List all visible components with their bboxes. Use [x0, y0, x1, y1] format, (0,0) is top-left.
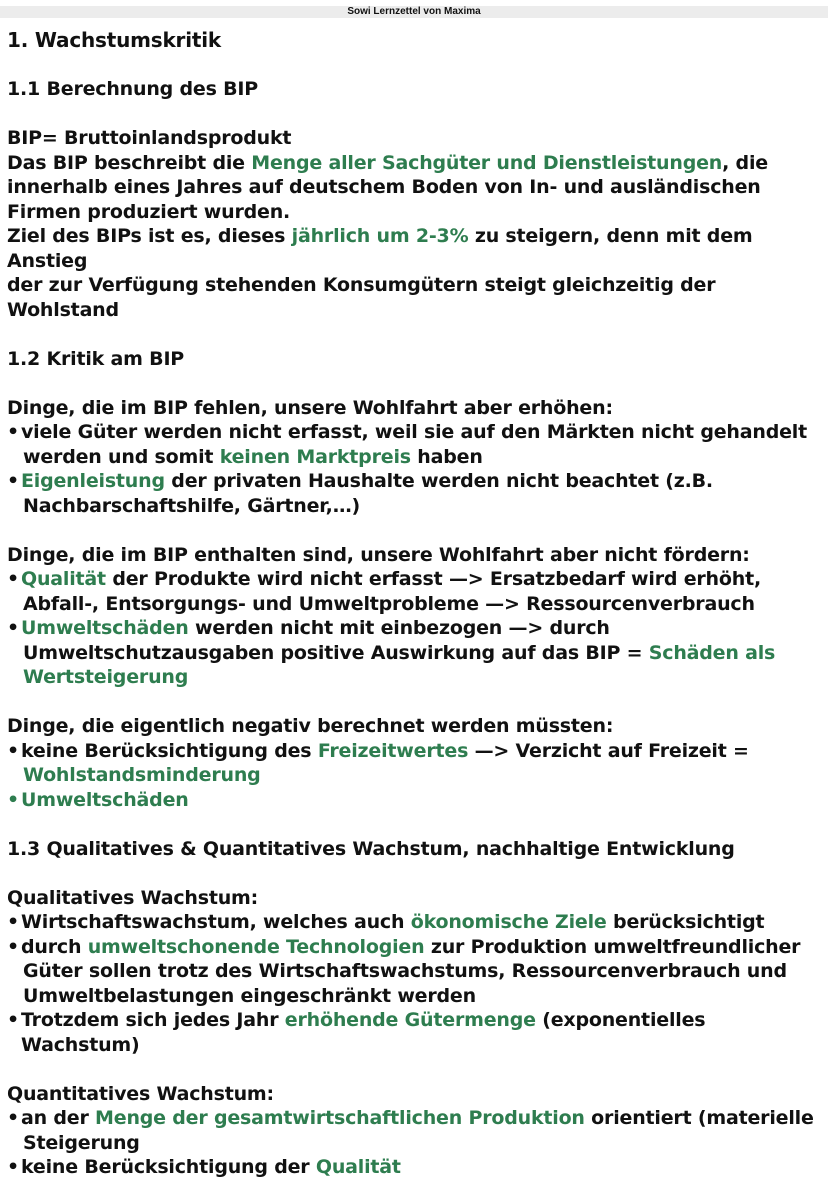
bullet-item: • viele Güter werden nicht erfasst, weil sie auf den Märkten nicht gehandelt	[7, 420, 825, 445]
bullet-item: • Wirtschaftswachstum, welches auch ökonomische Ziele berücksichtigt	[7, 910, 825, 935]
bullet-item: • Eigenleistung der privaten Haushalte werden nicht beachtet (z.B.	[7, 469, 825, 494]
paragraph-line: Das BIP beschreibt die Menge aller Sachgüter und Dienstleistungen, die	[7, 151, 768, 174]
group-intro: Quantitatives Wachstum:	[7, 1082, 274, 1105]
bullet-continuation: Güter sollen trotz des Wirtschaftswachstums, Ressourcenverbrauch und	[23, 960, 787, 982]
bullet-item: • Qualität der Produkte wird nicht erfasst —> Ersatzbedarf wird erhöht,	[7, 567, 825, 592]
bullet-continuation: Steigerung	[23, 1131, 140, 1154]
highlight: Schäden als	[648, 641, 776, 664]
highlight: Menge der gesamtwirtschaftlichen Produktion	[95, 1107, 585, 1129]
section-1-2-title: 1.2 Kritik am BIP	[7, 347, 185, 370]
bullet-item: • keine Berücksichtigung der Qualität	[7, 1155, 825, 1180]
highlight: Qualität	[21, 568, 106, 590]
paragraph-line: Ziel des BIPs ist es, dieses jährlich um 2-3% zu steigern, denn mit dem Anstieg	[7, 225, 753, 272]
bullet-continuation: Umweltschutzausgaben positive Auswirkung auf das BIP = Schäden als	[23, 641, 776, 664]
bullet-continuation: Abfall-, Entsorgungs- und Umweltprobleme —> Ressourcenverbrauch	[23, 592, 755, 615]
group-intro: Dinge, die eigentlich negativ berechnet werden müssten:	[7, 715, 614, 737]
document-body	[7, 28, 825, 1180]
highlight: Qualität	[315, 1156, 401, 1178]
bullet-item: • keine Berücksichtigung des Freizeitwertes —> Verzicht auf Freizeit =	[7, 739, 825, 764]
bullet-continuation: Wohlstandsminderung	[23, 764, 261, 786]
bullet-item: • an der Menge der gesamtwirtschaftlichen Produktion orientiert (materielle	[7, 1106, 825, 1131]
section-1-3-title: 1.3 Qualitatives & Quantitatives Wachstum, nachhaltige Entwicklung	[7, 837, 735, 860]
group-intro: Qualitatives Wachstum:	[7, 886, 259, 909]
bullet-continuation: Wertsteigerung	[23, 666, 189, 688]
bullet-item: • durch umweltschonende Technologien zur Produktion umweltfreundlicher	[7, 935, 825, 960]
paragraph-line: der zur Verfügung stehenden Konsumgütern steigt gleichzeitig der Wohlstand	[7, 274, 716, 321]
highlight: Freizeitwertes	[317, 739, 469, 762]
highlight: jährlich um 2-3%	[291, 225, 469, 247]
group-intro: Dinge, die im BIP enthalten sind, unsere Wohlfahrt aber nicht fördern:	[7, 543, 750, 566]
bullet-continuation: werden und somit keinen Marktpreis haben	[23, 445, 483, 468]
paragraph-line: Firmen produziert wurden.	[7, 200, 291, 223]
bip-definition: BIP= Bruttoinlandsprodukt	[7, 127, 292, 149]
highlight: umweltschonende Technologien	[87, 935, 425, 958]
group-intro: Dinge, die im BIP fehlen, unsere Wohlfahrt aber erhöhen:	[7, 396, 613, 419]
paragraph-line: innerhalb eines Jahres auf deutschem Boden von In- und ausländischen	[7, 176, 761, 198]
highlight: erhöhende Gütermenge	[284, 1009, 536, 1031]
heading-1: 1. Wachstumskritik	[7, 28, 221, 52]
bullet-item: • Umweltschäden	[7, 788, 825, 813]
bullet-continuation: Nachbarschaftshilfe, Gärtner,…)	[23, 494, 360, 517]
highlight: Eigenleistung	[21, 470, 165, 492]
page-header: Sowi Lernzettel von Maxima	[347, 6, 481, 17]
highlight: Menge aller Sachgüter und Dienstleistungen	[251, 151, 723, 174]
bullet-item: • Trotzdem sich jedes Jahr erhöhende Gütermenge (exponentielles Wachstum)	[7, 1008, 825, 1057]
highlight: ökonomische Ziele	[410, 911, 607, 933]
highlight: Umweltschäden	[21, 617, 189, 639]
highlight: keinen Marktpreis	[219, 445, 411, 468]
bullet-item: • Umweltschäden werden nicht mit einbezogen —> durch	[7, 616, 825, 641]
section-1-1-title: 1.1 Berechnung des BIP	[7, 78, 258, 100]
bullet-continuation: Umweltbelastungen eingeschränkt werden	[23, 984, 476, 1007]
